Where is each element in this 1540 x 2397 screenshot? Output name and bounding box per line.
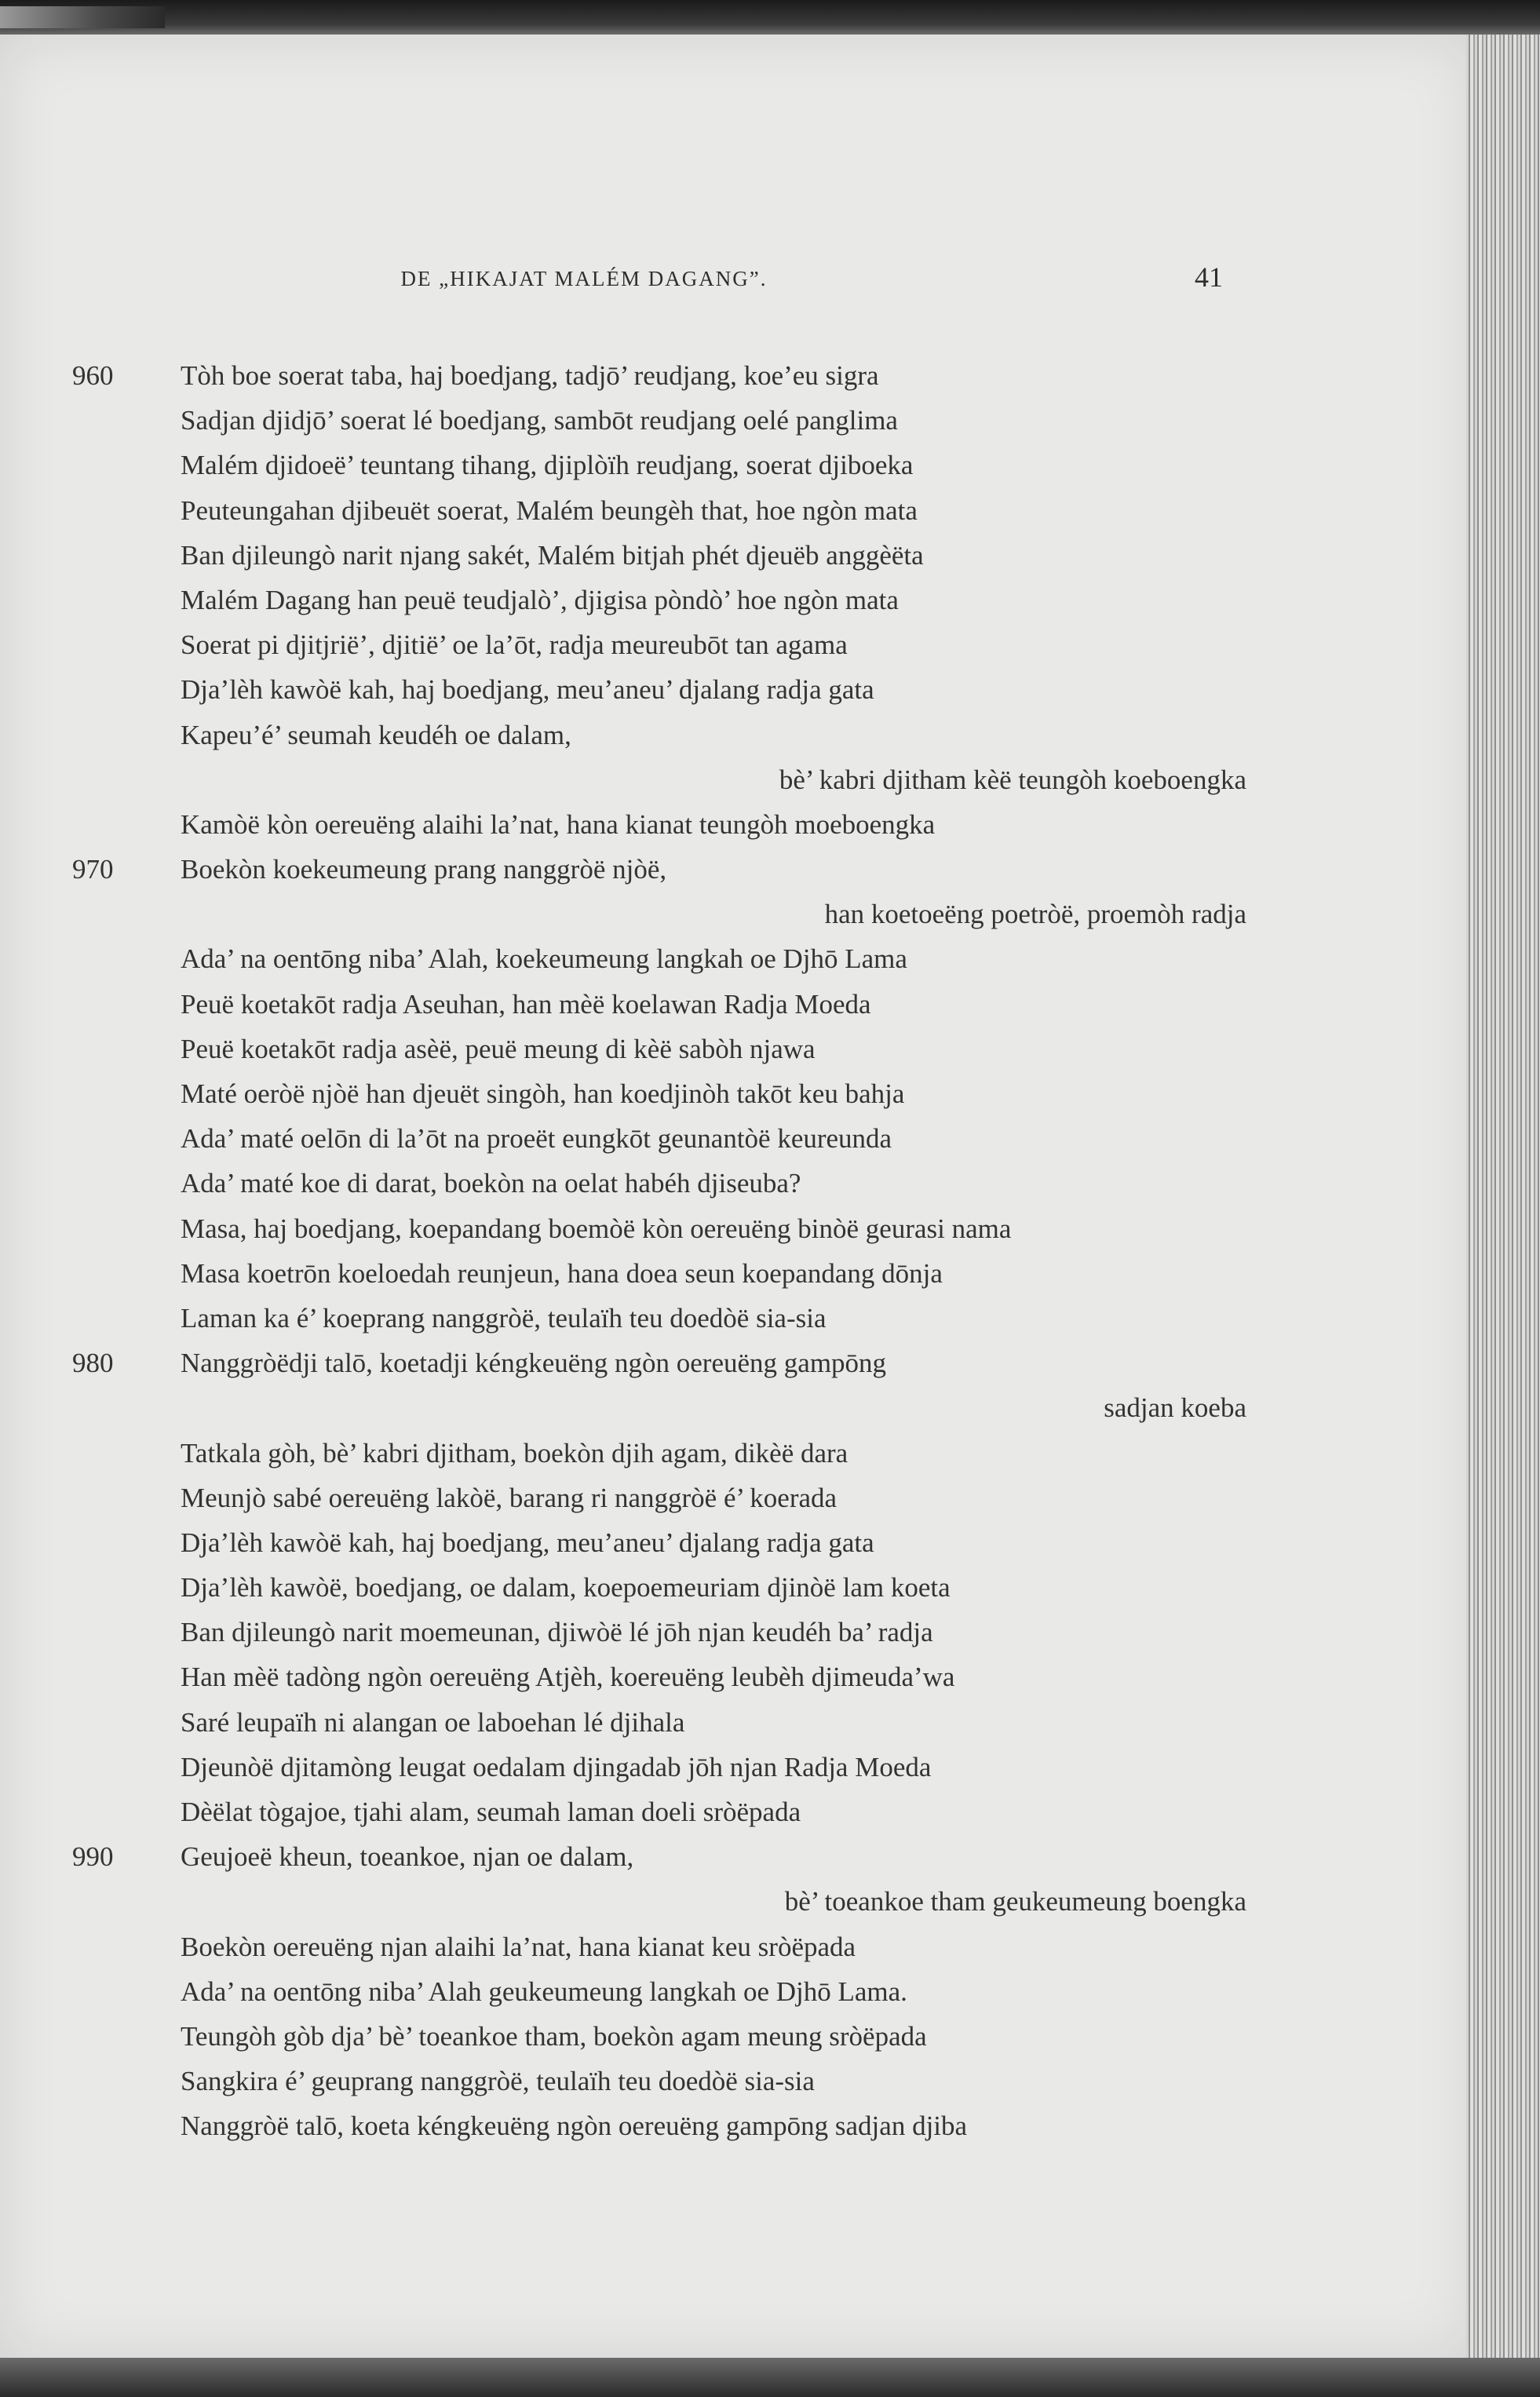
verse-text: Kamòë kòn oereuëng alaihi la’nat, hana kianat teungòh moeboengka (181, 808, 936, 840)
verse-line (0, 1969, 1256, 2014)
verse-line (0, 2059, 1256, 2103)
verse-lines (0, 353, 1256, 2149)
verse-text: Teungòh gòb dja’ bè’ toeankoe tham, boekòn agam meung sròëpada (181, 2020, 927, 2052)
verse-line (0, 1206, 1256, 1251)
page-stack-edge (1466, 35, 1540, 2358)
verse-text: Kapeu’é’ seumah keudéh oe dalam, (181, 719, 571, 750)
verse-text: Saré leupaïh ni alangan oe laboehan lé djihala (181, 1706, 685, 1738)
verse-line (0, 1341, 1256, 1385)
verse-text: Dja’lèh kawòë kah, haj boedjang, meu’aneu’ djalang radja gata (181, 674, 874, 706)
line-number: 960 (72, 360, 114, 391)
verse-text: Tòh boe soerat taba, haj boedjang, tadjō’ reudjang, koe’eu sigra (181, 360, 879, 391)
verse-line (0, 1027, 1256, 1071)
verse-line (0, 353, 1256, 398)
verse-line (0, 757, 1256, 802)
line-number: 990 (72, 1841, 114, 1873)
verse-line (0, 1879, 1256, 1924)
verse-text: Boekòn oereuëng njan alaihi la’nat, hana kianat keu sròëpada (181, 1931, 856, 1962)
verse-line (0, 667, 1256, 712)
verse-line (0, 1161, 1256, 1206)
verse-text: Malém djidoeë’ teuntang tihang, djiplòïh reudjang, soerat djiboeka (181, 450, 914, 481)
verse-line (0, 982, 1256, 1027)
verse-text: sadjan koeba (1104, 1392, 1246, 1424)
verse-text: Dja’lèh kawòë, boedjang, oe dalam, koepoemeuriam djinòë lam koeta (181, 1572, 951, 1603)
verse-line (0, 713, 1256, 757)
verse-line (0, 2014, 1256, 2059)
verse-text: Ban djileungò narit njang sakét, Malém bitjah phét djeuëb anggèëta (181, 539, 924, 571)
verse-line (0, 1520, 1256, 1565)
verse-text: Boekòn koekeumeung prang nanggròë njòë, (181, 854, 667, 885)
verse-text: han koetoeëng poetròë, proemòh radja (824, 899, 1246, 930)
verse-text: Sadjan djidjō’ soerat lé boedjang, sambōt reudjang oelé panglima (181, 405, 898, 436)
verse-text: bè’ toeankoe tham geukeumeung boengka (784, 1886, 1246, 1917)
verse-text: Ada’ na oentōng niba’ Alah, koekeumeung langkah oe Djhō Lama (181, 943, 907, 975)
verse-text: Djeunòë djitamòng leugat oedalam djingadab jōh njan Radja Moeda (181, 1751, 932, 1782)
verse-line (0, 1116, 1256, 1161)
verse-line (0, 802, 1256, 847)
verse-text: Sangkira é’ geuprang nanggròë, teulaïh teu doedòë sia-sia (181, 2066, 815, 2097)
verse-text: Malém Dagang han peuë teudjalò’, djigisa pòndò’ hoe ngòn mata (181, 584, 899, 615)
verse-line (0, 1385, 1256, 1430)
scan-bottom-border (0, 2358, 1540, 2397)
verse-text: Ada’ maté oelōn di la’ōt na proeët eungkōt geunantòë keureunda (181, 1123, 892, 1155)
verse-line (0, 398, 1256, 443)
verse-line (0, 892, 1256, 936)
line-number: 980 (72, 1348, 114, 1379)
verse-text: Peuë koetakōt radja Aseuhan, han mèë koelawan Radja Moeda (181, 988, 871, 1020)
verse-line (0, 1565, 1256, 1610)
verse-line (0, 622, 1256, 667)
verse-text: Geujoeë kheun, toeankoe, njan oe dalam, (181, 1841, 634, 1873)
verse-line (0, 1745, 1256, 1790)
verse-line (0, 488, 1256, 533)
verse-line (0, 1251, 1256, 1296)
verse-text: Peuteungahan djibeuët soerat, Malém beungèh that, hoe ngòn mata (181, 494, 918, 526)
verse-text: Ban djileungò narit moemeunan, djiwòë lé jōh njan keudéh ba’ radja (181, 1617, 933, 1648)
verse-line (0, 1431, 1256, 1476)
verse-text: Tatkala gòh, bè’ kabri djitham, boekòn djih agam, dikèë dara (181, 1437, 848, 1468)
verse-line (0, 1296, 1256, 1341)
verse-line (0, 1834, 1256, 1879)
verse-line (0, 533, 1256, 578)
verse-line (0, 1071, 1256, 1116)
running-title: DE „HIKAJAT MALÉM DAGANG”. (400, 267, 768, 290)
verse-line (0, 1610, 1256, 1655)
verse-line (0, 2103, 1256, 2148)
verse-line (0, 1925, 1256, 1969)
verse-text: Nanggròë talō, koeta kéngkeuëng ngòn oereuëng gampōng sadjan djiba (181, 2111, 968, 2142)
verse-text: Meunjò sabé oereuëng lakòë, barang ri nanggròë é’ koerada (181, 1482, 838, 1513)
verse-line (0, 1476, 1256, 1520)
verse-text: Peuë koetakōt radja asèë, peuë meung di kèë sabòh njawa (181, 1033, 816, 1064)
verse-text: Han mèë tadòng ngòn oereuëng Atjèh, koereuëng leubèh djimeuda’wa (181, 1662, 955, 1693)
scan-top-border (0, 0, 1540, 35)
verse-line (0, 443, 1256, 487)
verse-text: Soerat pi djitjrië’, djitië’ oe la’ōt, radja meureubōt tan agama (181, 629, 848, 661)
verse-line (0, 1655, 1256, 1699)
verse-line (0, 578, 1256, 622)
verse-text: bè’ kabri djitham kèë teungòh koeboengka (779, 764, 1246, 795)
verse-line (0, 847, 1256, 892)
verse-line (0, 936, 1256, 981)
verse-text: Maté oeròë njòë han djeuët singòh, han koedjinòh takōt keu bahja (181, 1078, 905, 1109)
verse-text: Dèëlat tògajoe, tjahi alam, seumah laman doeli sròëpada (181, 1797, 801, 1827)
verse-text: Masa koetrōn koeloedah reunjeun, hana doea seun koepandang dōnja (181, 1257, 943, 1289)
scan-artifact (0, 6, 165, 28)
verse-text: Dja’lèh kawòë kah, haj boedjang, meu’aneu’ djalang radja gata (181, 1527, 874, 1558)
verse-line (0, 1700, 1256, 1745)
line-number: 970 (72, 854, 114, 885)
verse-text: Nanggròëdji talō, koetadji kéngkeuëng ngòn oereuëng gampōng (181, 1348, 887, 1379)
verse-text: Ada’ na oentōng niba’ Alah geukeumeung langkah oe Djhō Lama. (181, 1976, 907, 2007)
verse-line (0, 1790, 1256, 1834)
verse-text: Ada’ maté koe di darat, boekòn na oelat habéh djiseuba? (181, 1168, 801, 1199)
page-number: 41 (1195, 261, 1223, 293)
verse-text: Laman ka é’ koeprang nanggròë, teulaïh teu doedòë sia-sia (181, 1302, 827, 1333)
verse-text: Masa, haj boedjang, koepandang boemòë kòn oereuëng binòë geurasi nama (181, 1213, 1012, 1244)
